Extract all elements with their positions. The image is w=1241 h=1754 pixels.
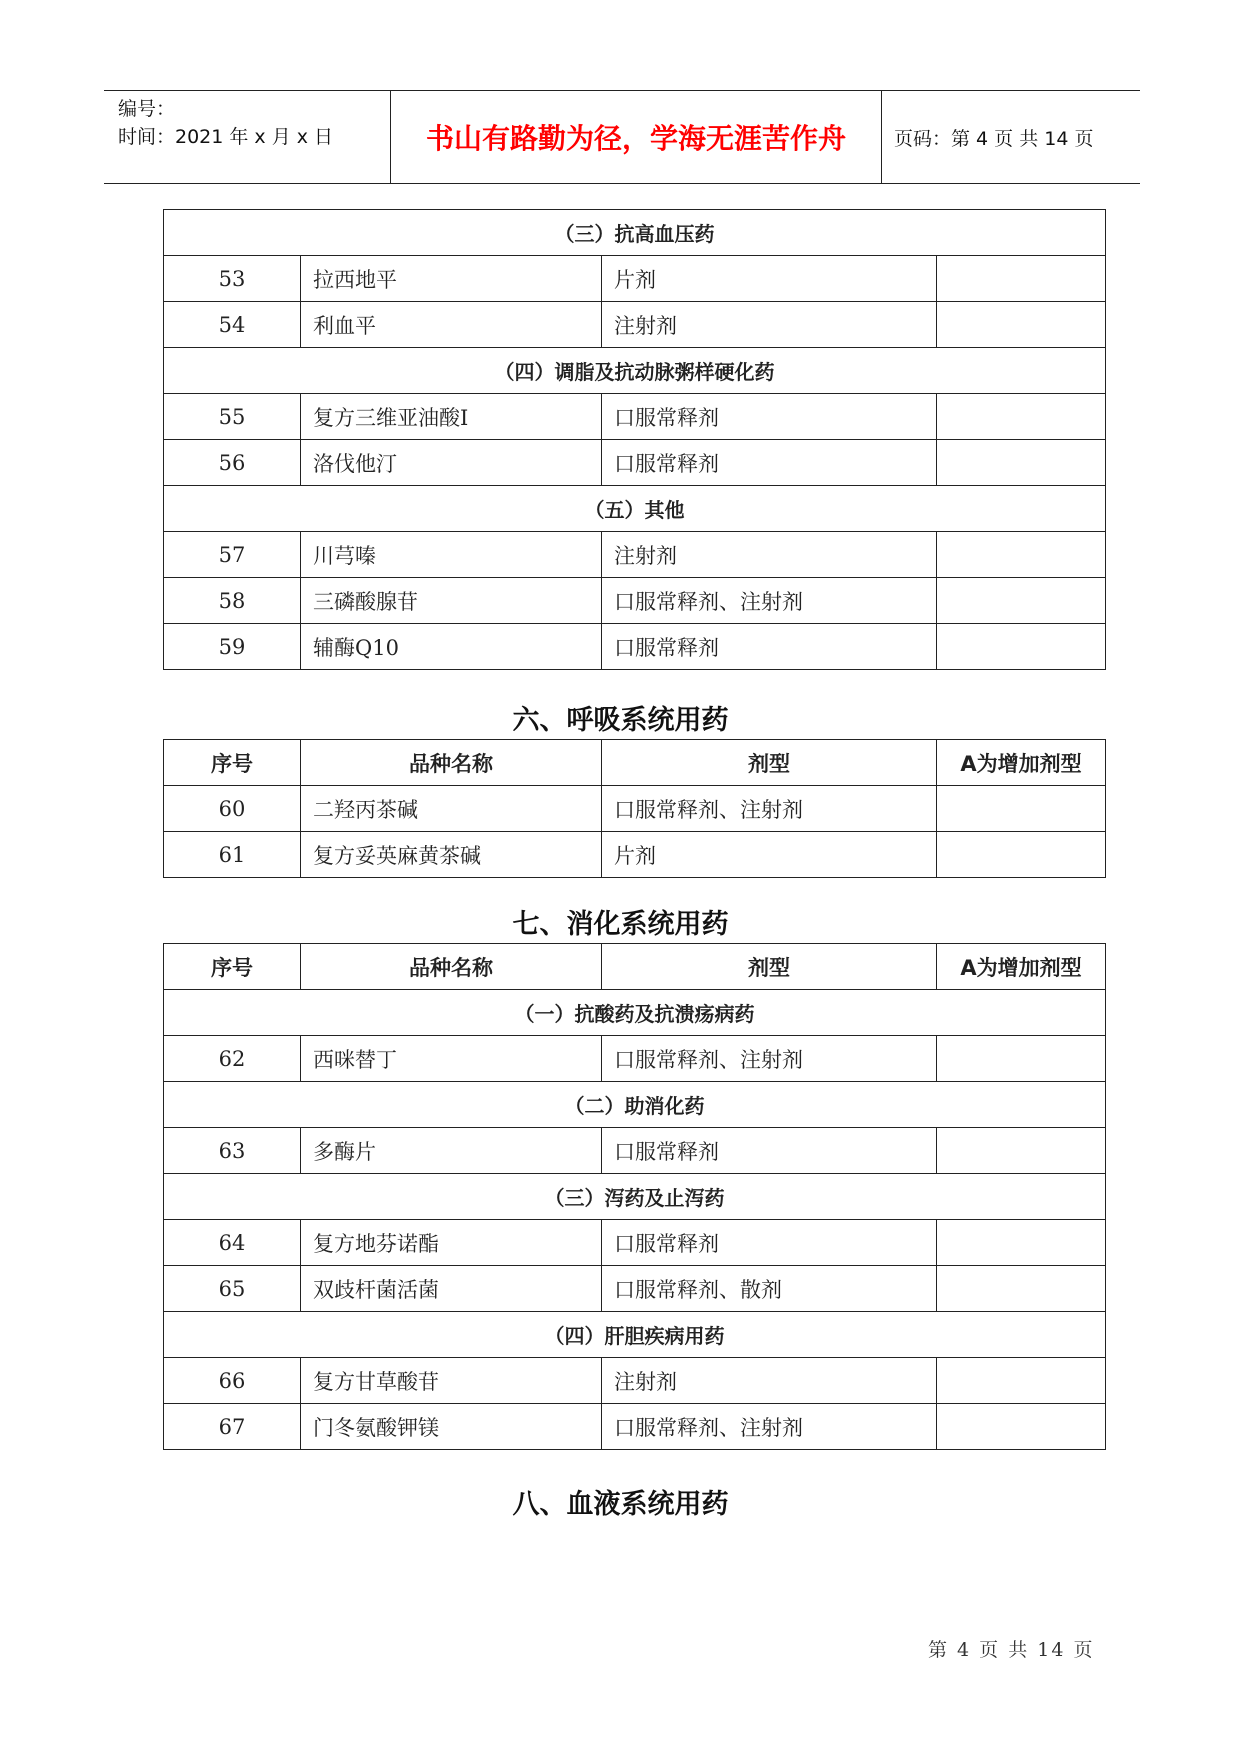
dosage-form: 口服常释剂、散剂 (602, 1266, 937, 1312)
subcategory-label: （一）抗酸药及抗溃疡病药 (164, 990, 1106, 1036)
added-form (937, 1358, 1106, 1404)
table-row (164, 1404, 1106, 1450)
drug-name: 利血平 (301, 302, 602, 348)
drug-number: 67 (164, 1404, 301, 1450)
drug-number: 61 (164, 832, 301, 878)
cardio-drug-table (163, 209, 1106, 670)
drug-name: 西咪替丁 (301, 1036, 602, 1082)
table-row (164, 1128, 1106, 1174)
dosage-form: 注射剂 (602, 302, 937, 348)
added-form (937, 532, 1106, 578)
subcategory-row (164, 486, 1106, 532)
dosage-form: 口服常释剂、注射剂 (602, 786, 937, 832)
subcategory-label: （五）其他 (164, 486, 1106, 532)
drug-name: 多酶片 (301, 1128, 602, 1174)
drug-name: 辅酶Q10 (301, 624, 602, 670)
subcategory-label: （四）调脂及抗动脉粥样硬化药 (164, 348, 1106, 394)
subcategory-row (164, 210, 1106, 256)
drug-number: 54 (164, 302, 301, 348)
header-form: 剂型 (602, 740, 937, 786)
drug-name: 复方三维亚油酸I (301, 394, 602, 440)
added-form (937, 302, 1106, 348)
dosage-form: 注射剂 (602, 1358, 937, 1404)
drug-name: 拉西地平 (301, 256, 602, 302)
table-header-row (164, 944, 1106, 990)
drug-name: 复方地芬诺酯 (301, 1220, 602, 1266)
table-row (164, 786, 1106, 832)
dosage-form: 口服常释剂 (602, 394, 937, 440)
table-row (164, 1036, 1106, 1082)
subcategory-row (164, 1174, 1106, 1220)
section-title-digestive: 七、消化系统用药 (512, 909, 729, 940)
drug-number: 66 (164, 1358, 301, 1404)
drug-number: 53 (164, 256, 301, 302)
drug-number: 55 (164, 394, 301, 440)
header-form: 剂型 (602, 944, 937, 990)
added-form (937, 578, 1106, 624)
added-form (937, 832, 1106, 878)
header-name: 品种名称 (301, 740, 602, 786)
table-row (164, 532, 1106, 578)
dosage-form: 口服常释剂、注射剂 (602, 578, 937, 624)
page-footer: 第 4 页 共 14 页 (928, 1639, 1095, 1661)
table-row (164, 624, 1106, 670)
table-row (164, 832, 1106, 878)
added-form (937, 786, 1106, 832)
subcategory-label: （二）助消化药 (164, 1082, 1106, 1128)
digestive-drug-table (163, 943, 1106, 1450)
drug-name: 复方妥英麻黄茶碱 (301, 832, 602, 878)
added-form (937, 440, 1106, 486)
drug-number: 57 (164, 532, 301, 578)
added-form (937, 394, 1106, 440)
dosage-form: 口服常释剂 (602, 1128, 937, 1174)
added-form (937, 624, 1106, 670)
drug-number: 64 (164, 1220, 301, 1266)
table-row (164, 1358, 1106, 1404)
subcategory-row (164, 348, 1106, 394)
drug-number: 62 (164, 1036, 301, 1082)
subcategory-label: （三）泻药及止泻药 (164, 1174, 1106, 1220)
drug-name: 川芎嗪 (301, 532, 602, 578)
header-motto: 书山有路勤为径，学海无涯苦作舟 (391, 91, 882, 183)
dosage-form: 注射剂 (602, 532, 937, 578)
dosage-form: 片剂 (602, 832, 937, 878)
dosage-form: 口服常释剂、注射剂 (602, 1036, 937, 1082)
date-label: 时间：2021 年 x 月 x 日 (118, 126, 334, 148)
drug-number: 56 (164, 440, 301, 486)
dosage-form: 口服常释剂 (602, 1220, 937, 1266)
subcategory-row (164, 990, 1106, 1036)
header-page-label: 页码：第 4 页 共 14 页 (894, 127, 1094, 150)
drug-name: 门冬氨酸钾镁 (301, 1404, 602, 1450)
page-header (104, 90, 1140, 184)
added-form (937, 1036, 1106, 1082)
drug-name: 三磷酸腺苷 (301, 578, 602, 624)
drug-name: 二羟丙茶碱 (301, 786, 602, 832)
drug-name: 洛伐他汀 (301, 440, 602, 486)
table-row (164, 1266, 1106, 1312)
section-title-blood: 八、血液系统用药 (512, 1489, 729, 1520)
added-form (937, 1404, 1106, 1450)
dosage-form: 口服常释剂 (602, 624, 937, 670)
drug-number: 59 (164, 624, 301, 670)
drug-number: 60 (164, 786, 301, 832)
table-row (164, 394, 1106, 440)
dosage-form: 口服常释剂 (602, 440, 937, 486)
header-number: 序号 (164, 740, 301, 786)
added-form (937, 1220, 1106, 1266)
table-row (164, 256, 1106, 302)
drug-number: 58 (164, 578, 301, 624)
header-added-form: A为增加剂型 (937, 944, 1106, 990)
drug-name: 复方甘草酸苷 (301, 1358, 602, 1404)
header-number: 序号 (164, 944, 301, 990)
section-title-respiratory: 六、呼吸系统用药 (512, 705, 729, 736)
table-row (164, 1220, 1106, 1266)
added-form (937, 256, 1106, 302)
added-form (937, 1128, 1106, 1174)
drug-number: 65 (164, 1266, 301, 1312)
dosage-form: 片剂 (602, 256, 937, 302)
table-row (164, 302, 1106, 348)
table-row (164, 440, 1106, 486)
code-label: 编号： (118, 98, 176, 120)
header-name: 品种名称 (301, 944, 602, 990)
respiratory-drug-table (163, 739, 1106, 878)
added-form (937, 1266, 1106, 1312)
subcategory-label: （四）肝胆疾病用药 (164, 1312, 1106, 1358)
subcategory-label: （三）抗高血压药 (164, 210, 1106, 256)
table-row (164, 578, 1106, 624)
dosage-form: 口服常释剂、注射剂 (602, 1404, 937, 1450)
drug-name: 双歧杆菌活菌 (301, 1266, 602, 1312)
table-header-row (164, 740, 1106, 786)
subcategory-row (164, 1082, 1106, 1128)
header-added-form: A为增加剂型 (937, 740, 1106, 786)
drug-number: 63 (164, 1128, 301, 1174)
header-meta (104, 91, 391, 183)
subcategory-row (164, 1312, 1106, 1358)
